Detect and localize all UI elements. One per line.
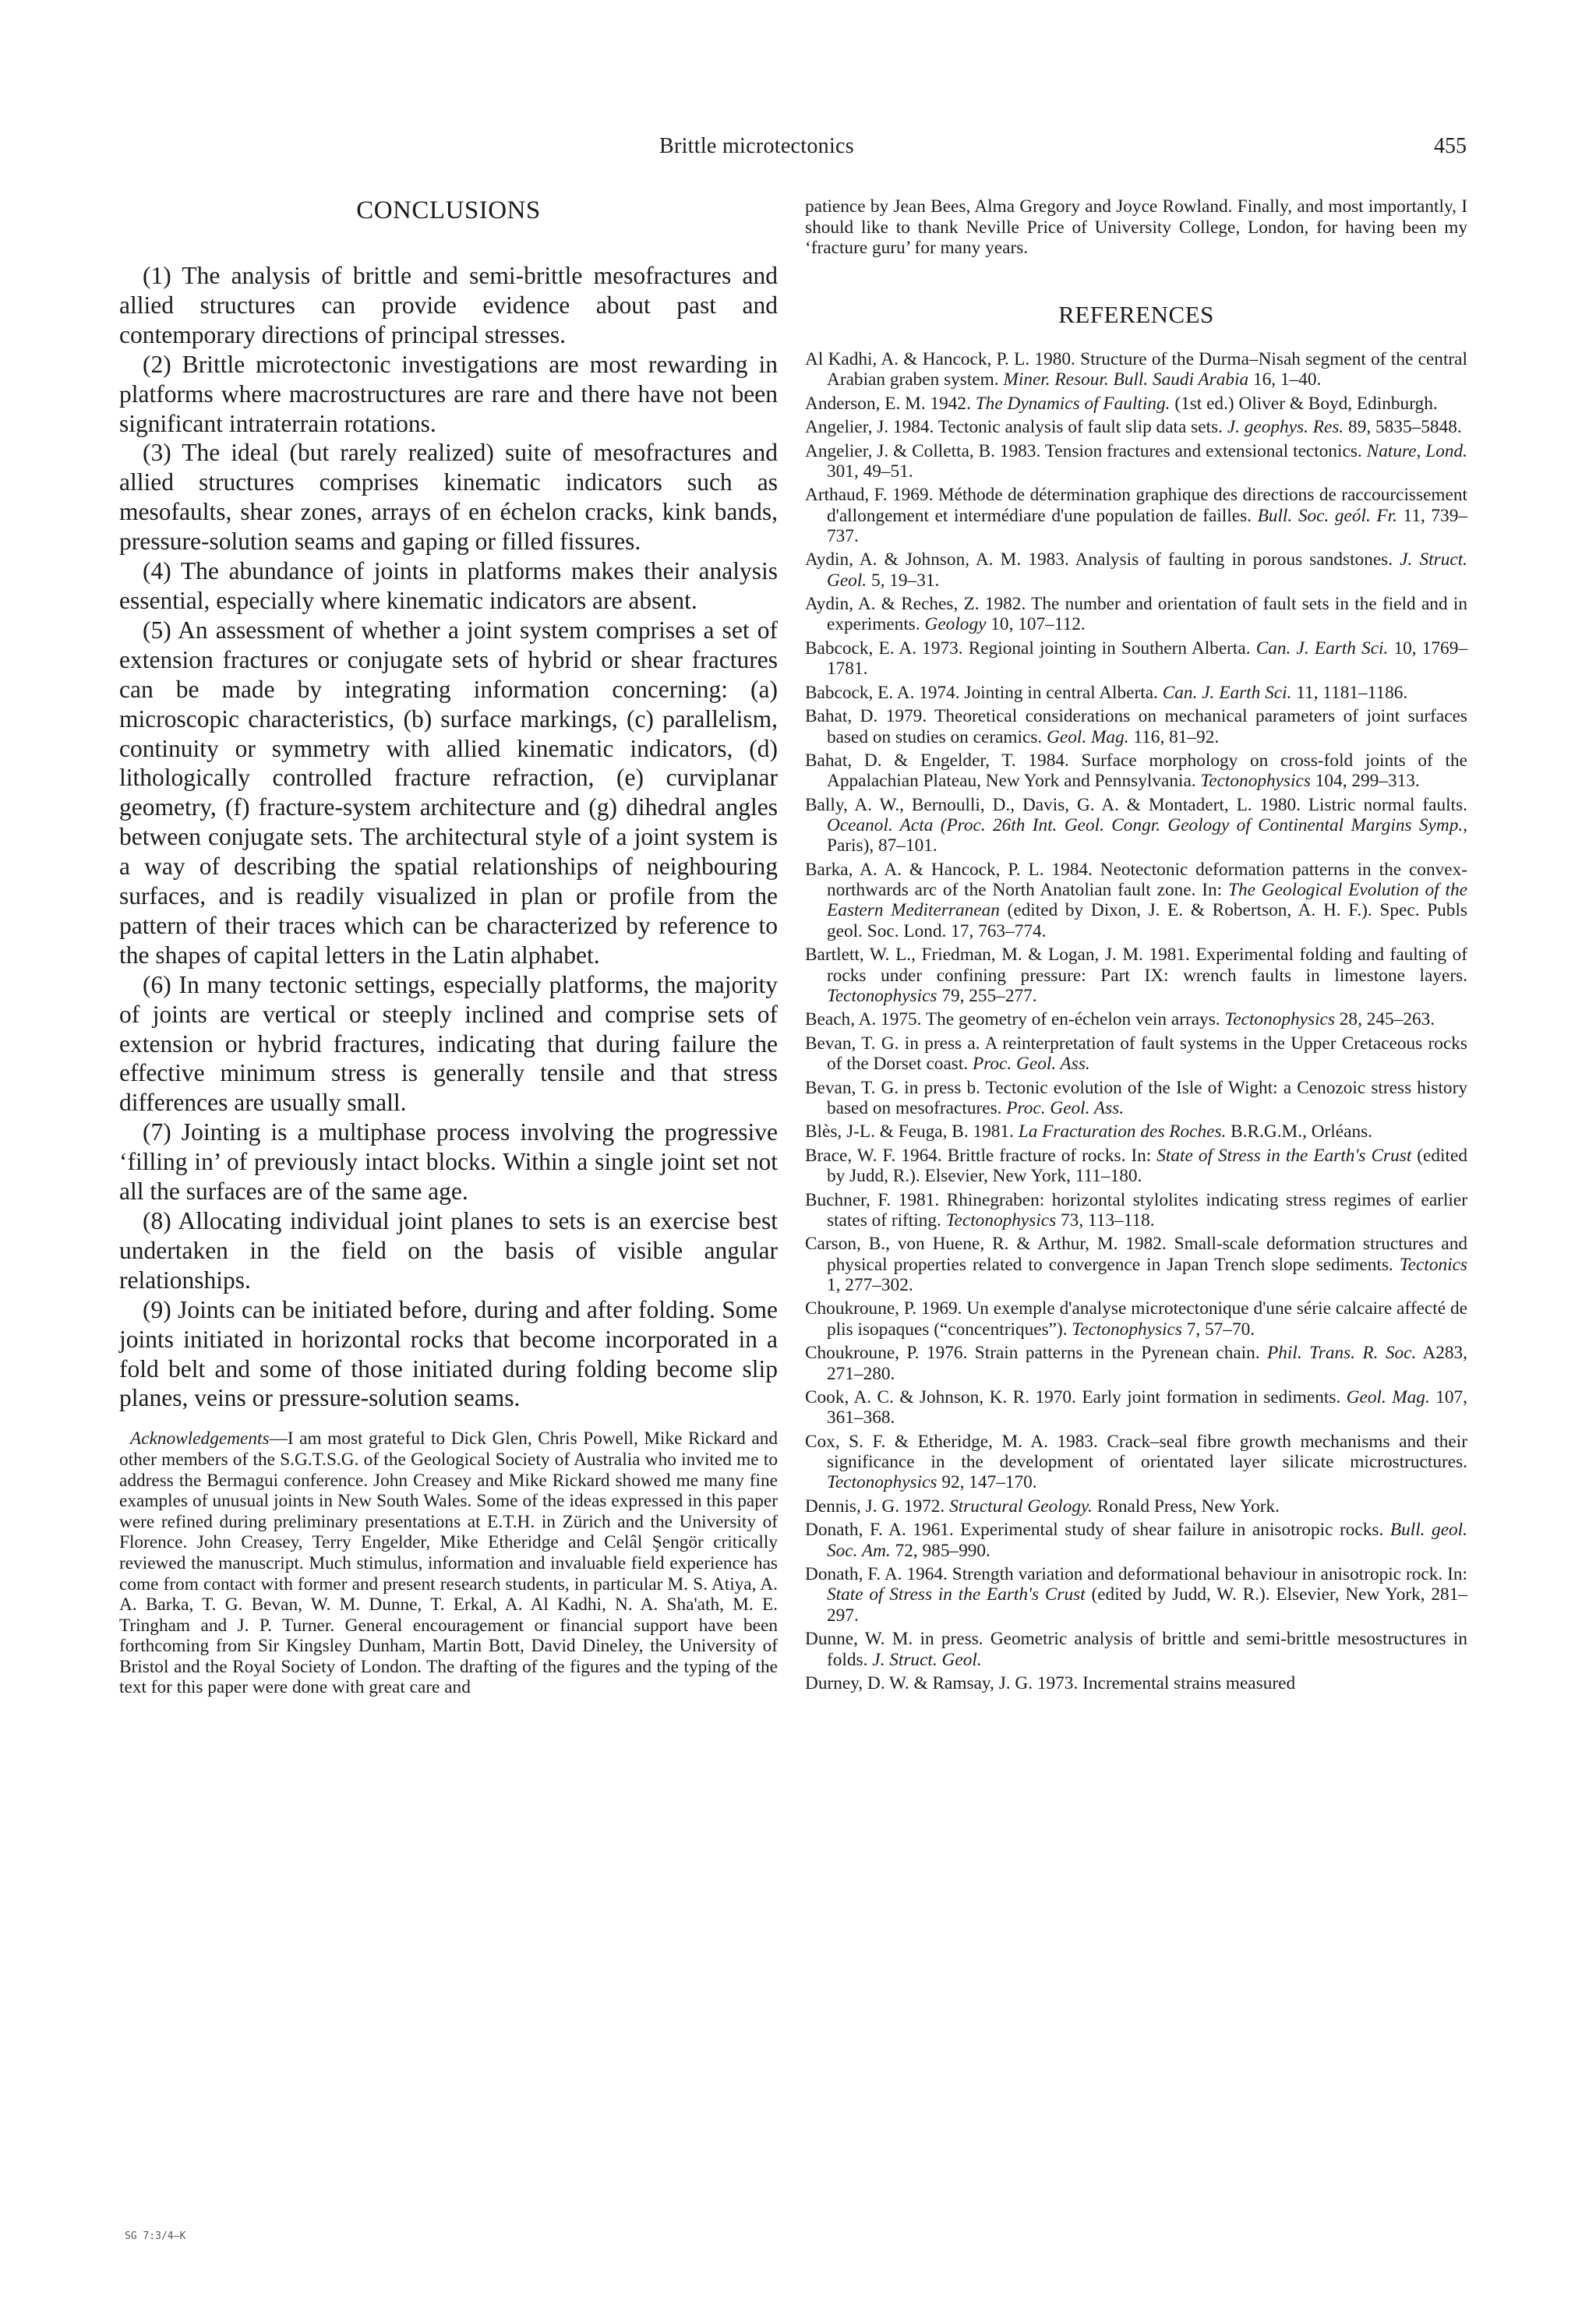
reference-text: Angelier, J. & Colletta, B. 1983. Tension fractures and extensional tectonics. bbox=[805, 440, 1367, 461]
reference-details: 79, 255–277. bbox=[937, 985, 1037, 1006]
reference-entry bbox=[805, 1673, 1467, 1693]
reference-entry bbox=[805, 1009, 1467, 1029]
reference-details: 301, 49–51. bbox=[827, 461, 913, 482]
reference-source: Tectonophysics bbox=[1200, 771, 1311, 792]
conclusion-paragraph: (1) The analysis of brittle and semi-brittle mesofractures and allied structures can provide evidence about past and contemporary directions of principal stresses. bbox=[119, 262, 778, 348]
references-heading: REFERENCES bbox=[1058, 300, 1214, 328]
conclusion-paragraph: (9) Joints can be initiated before, during and after folding. Some joints initiated in horizontal rocks that become incorporated in a fold belt and some of those initiated during folding become slip planes, veins or pressure-solution seams. bbox=[119, 1295, 778, 1412]
reference-details: (edited by Dixon, J. E. & Robertson, A. H. F.). Spec. Publs geol. Soc. Lond. 17, 763–774. bbox=[827, 900, 1467, 941]
reference-details: 104, 299–313. bbox=[1310, 771, 1420, 792]
reference-source: Structural Geology. bbox=[949, 1496, 1093, 1517]
reference-text: Buchner, F. 1981. Rhinegraben: horizontal stylolites indicating stress regimes of earlier states of rifting. bbox=[805, 1189, 1467, 1231]
acknowledgements-continued: patience by Jean Bees, Alma Gregory and Joyce Rowland. Finally, and most importantly, I should like to thank Neville Price of University College, London, for having been my ‘fracture guru’ for many years. bbox=[805, 196, 1467, 259]
reference-entry bbox=[805, 1121, 1467, 1142]
reference-entry bbox=[805, 1146, 1467, 1187]
reference-source: Geol. Mag. bbox=[1047, 726, 1129, 747]
reference-text: Cox, S. F. & Etheridge, M. A. 1983. Crack–seal fibre growth mechanisms and their significance in the development of orientated layer silicate microstructures. bbox=[805, 1431, 1467, 1473]
reference-details: 10, 107–112. bbox=[986, 614, 1086, 635]
reference-details: 72, 985–990. bbox=[890, 1540, 990, 1561]
reference-entry bbox=[805, 1387, 1467, 1428]
reference-source: Proc. Geol. Ass. bbox=[1006, 1097, 1125, 1118]
reference-text: Bartlett, W. L., Friedman, M. & Logan, J. M. 1981. Experimental folding and faulting of rocks under confining pressure: Part IX: wrench faults in limestone layers. bbox=[805, 945, 1467, 986]
reference-source: Geology bbox=[924, 614, 987, 635]
reference-text: Barka, A. A. & Hancock, P. L. 1984. Neotectonic deformation patterns in the convex-northwards arc of the North Anatolian fault zone. In: bbox=[805, 859, 1467, 901]
reference-text: Al Kadhi, A. & Hancock, P. L. 1980. Structure of the Durma–Nisah segment of the central Arabian graben system. bbox=[805, 348, 1467, 390]
reference-source: Tectonophysics bbox=[827, 985, 937, 1006]
reference-text: Donath, F. A. 1964. Strength variation and deformational behaviour in anisotropic rock. In: bbox=[805, 1564, 1467, 1585]
reference-text: Brace, W. F. 1964. Brittle fracture of rocks. In: bbox=[805, 1145, 1157, 1166]
conclusion-paragraph: (5) An assessment of whether a joint system comprises a set of extension fractures or conjugate sets of hybrid or shear fractures can be made by integrating information concerning: (a) microscopic characteristics, (b) surface markings, (c) parallelism, continuity or symmetry with allied kinematic indicators, (d) lithologically controlled fracture refraction, (e) curviplanar geometry, (f) fracture-system architecture and (g) dihedral angles between conjugate sets. The architectural style of a joint system is a way of describing the spatial relationships of neighbouring surfaces, and is readily visualized in plan or profile from the pattern of their traces which can be characterized by reference to the shapes of capital letters in the Latin alphabet. bbox=[119, 616, 778, 969]
conclusion-paragraph: (6) In many tectonic settings, especially platforms, the majority of joints are vertical or steeply inclined and comprise sets of extension or hybrid fractures, indicating that during failure the effective minimum stress is generally tensile and that stress differences are usually small. bbox=[119, 970, 778, 1117]
reference-text: Bevan, T. G. in press a. A reinterpretation of fault systems in the Upper Cretaceous rocks of the Dorset coast. bbox=[805, 1033, 1467, 1075]
reference-text: Aydin, A. & Reches, Z. 1982. The number and orientation of fault sets in the field and in experiments. bbox=[805, 594, 1467, 635]
reference-text: Arthaud, F. 1969. Méthode de détermination graphique des directions de raccourcissement d'allongement et intermédiare d'une population de failles. bbox=[805, 485, 1467, 526]
reference-details: 73, 113–118. bbox=[1056, 1210, 1155, 1231]
reference-source: J. Struct. Geol. bbox=[872, 1649, 982, 1670]
reference-details: , Paris), 87–101. bbox=[827, 815, 1467, 856]
reference-details: 28, 245–263. bbox=[1334, 1009, 1435, 1030]
reference-details: 89, 5835–5848. bbox=[1344, 417, 1462, 438]
reference-source: Tectonics bbox=[1399, 1254, 1467, 1275]
reference-details: 7, 57–70. bbox=[1181, 1319, 1255, 1340]
reference-text: Choukroune, P. 1976. Strain patterns in the Pyrenean chain. bbox=[805, 1343, 1268, 1364]
reference-entry bbox=[805, 485, 1467, 546]
right-column bbox=[805, 196, 1467, 1697]
reference-entry bbox=[805, 750, 1467, 792]
reference-text: Bahat, D. & Engelder, T. 1984. Surface morphology on cross-fold joints of the Appalachian Plateau, New York and Pennsylvania. bbox=[805, 750, 1467, 792]
reference-text: Bally, A. W., Bernoulli, D., Davis, G. A. & Montadert, L. 1980. Listric normal faults. bbox=[805, 794, 1467, 815]
reference-text: Dennis, J. G. 1972. bbox=[805, 1496, 950, 1517]
reference-text: Bevan, T. G. in press b. Tectonic evolution of the Isle of Wight: a Cenozoic stress history based on mesofractures. bbox=[805, 1077, 1467, 1118]
reference-source: Oceanol. Acta (Proc. 26th Int. Geol. Congr. Geology of Continental Margins Symp. bbox=[827, 815, 1464, 836]
reference-details: Ronald Press, New York. bbox=[1092, 1496, 1280, 1517]
reference-source: Tectonophysics bbox=[945, 1210, 1057, 1231]
reference-source: The Dynamics of Faulting. bbox=[975, 393, 1171, 414]
reference-source: La Fracturation des Roches. bbox=[1018, 1121, 1227, 1142]
reference-entry bbox=[805, 549, 1467, 591]
reference-source: State of Stress in the Earth's Crust bbox=[1156, 1145, 1412, 1166]
reference-text: Babcock, E. A. 1973. Regional jointing in Southern Alberta. bbox=[805, 637, 1256, 659]
reference-entry bbox=[805, 795, 1467, 856]
reference-entry bbox=[805, 860, 1467, 941]
reference-entry bbox=[805, 1033, 1467, 1075]
reference-entry bbox=[805, 1343, 1467, 1384]
reference-details: 11, 1181–1186. bbox=[1291, 682, 1408, 703]
conclusion-paragraph: (4) The abundance of joints in platforms makes their analysis essential, especially where kinematic indicators are absent. bbox=[119, 557, 778, 614]
reference-text: Durney, D. W. & Ramsay, J. G. 1973. Incremental strains measured bbox=[805, 1673, 1296, 1694]
reference-entry bbox=[805, 1078, 1467, 1119]
reference-text: Angelier, J. 1984. Tectonic analysis of fault slip data sets. bbox=[805, 417, 1227, 438]
reference-source: Bull. Soc. geól. Fr. bbox=[1257, 505, 1397, 526]
reference-source: J. Struct. Geol. bbox=[827, 549, 1467, 591]
reference-entry bbox=[805, 1298, 1467, 1340]
reference-details: 10, 1769–1781. bbox=[827, 637, 1467, 680]
reference-source: Tectonophysics bbox=[827, 1472, 937, 1493]
reference-details: A283, 271–280. bbox=[827, 1343, 1468, 1384]
reference-source: State of Stress in the Earth's Crust bbox=[827, 1584, 1086, 1605]
reference-entry bbox=[805, 1190, 1467, 1231]
acknowledgements-label: Acknowledgements bbox=[130, 1428, 270, 1450]
reference-details: 11, 739–737. bbox=[827, 505, 1467, 546]
reference-text: Cook, A. C. & Johnson, K. R. 1970. Early joint formation in sediments. bbox=[805, 1387, 1347, 1408]
reference-text: Anderson, E. M. 1942. bbox=[805, 393, 976, 414]
conclusions-list bbox=[119, 261, 778, 1413]
reference-text: Aydin, A. & Johnson, A. M. 1983. Analysis of faulting in porous sandstones. bbox=[805, 549, 1400, 570]
footer-code: SG 7:3/4–K bbox=[125, 2230, 186, 2242]
reference-text: Choukroune, P. 1969. Un exemple d'analyse microtectonique d'une série calcaire affecté de plis isopaques (“concentriques”). bbox=[805, 1298, 1467, 1340]
reference-entry bbox=[805, 441, 1467, 482]
reference-source: The Geological Evolution of the Eastern Mediterranean bbox=[827, 880, 1467, 921]
reference-text: Dunne, W. M. in press. Geometric analysis of brittle and semi-brittle mesostructures in folds. bbox=[805, 1629, 1467, 1670]
reference-text: Donath, F. A. 1961. Experimental study of shear failure in anisotropic rocks. bbox=[805, 1520, 1390, 1541]
reference-text: Carson, B., von Huene, R. & Arthur, M. 1982. Small-scale deformation structures and physical properties related to convergence in Japan Trench slope sediments. bbox=[805, 1234, 1467, 1275]
reference-details: 5, 19–31. bbox=[867, 570, 940, 591]
conclusion-paragraph: (3) The ideal (but rarely realized) suite of mesofractures and allied structures comprises kinematic indicators such as mesofaults, shear zones, arrays of en échelon cracks, kink bands, pressure-solution seams and gaping or filled fissures. bbox=[119, 439, 778, 556]
reference-entry bbox=[805, 638, 1467, 680]
reference-source: Phil. Trans. R. Soc. bbox=[1267, 1343, 1417, 1364]
reference-details: 16, 1–40. bbox=[1248, 369, 1322, 390]
running-head: Brittle microtectonics bbox=[659, 134, 854, 158]
acknowledgements-text: —I am most grateful to Dick Glen, Chris Powell, Mike Rickard and other members of the S.G.T.S.G. of the Geological Society of Australia who invited me to address the Bermagui conference. John Creasey and Mike Rickard showed me many fine examples of unusual joints in New South Wales. Some of the ideas expressed in this paper were refined during preliminary presentations at E.T.H. in Zürich and the University of Florence. John Creasey, Terry Engelder, Mike Etheridge and Celâl Şengör critically reviewed the manuscript. Much stimulus, information and invaluable field experience has come from contact with former and present research students, in particular M. S. Atiya, A. A. Barka, T. G. Bevan, W. M. Dunne, T. Erkal, A. Al Kadhi, N. A. Sha'ath, M. E. Tringham and J. P. Turner. General encouragement or financial support have been forthcoming from Sir Kingsley Dunham, Martin Bott, David Dineley, the University of Bristol and the Royal Society of London. The drafting of the figures and the typing of the text for this paper were done with great care and bbox=[119, 1428, 778, 1698]
reference-source: Miner. Resour. Bull. Saudi Arabia bbox=[1003, 369, 1249, 390]
conclusion-paragraph: (2) Brittle microtectonic investigations are most rewarding in platforms where macrostructures are rare and there have not been significant intraterrain rotations. bbox=[119, 350, 778, 437]
reference-details: 1, 277–302. bbox=[827, 1275, 913, 1295]
conclusion-paragraph: (8) Allocating individual joint planes to sets is an exercise best undertaken in the field on the basis of visible angular relationships. bbox=[119, 1207, 778, 1294]
reference-entry bbox=[805, 394, 1467, 414]
reference-details: 116, 81–92. bbox=[1128, 726, 1220, 747]
reference-details: (edited by Judd, W. R.). Elsevier, New York, 281–297. bbox=[827, 1584, 1467, 1626]
reference-entry bbox=[805, 1496, 1467, 1517]
references-list bbox=[805, 349, 1467, 1694]
reference-details: 92, 147–170. bbox=[937, 1472, 1037, 1493]
reference-text: Bahat, D. 1979. Theoretical considerations on mechanical parameters of joint surfaces based on studies on ceramics. bbox=[805, 706, 1467, 747]
reference-details: (1st ed.) Oliver & Boyd, Edinburgh. bbox=[1170, 393, 1438, 414]
reference-entry bbox=[805, 706, 1467, 747]
page-number: 455 bbox=[1434, 134, 1467, 158]
reference-entry bbox=[805, 1629, 1467, 1670]
reference-entry bbox=[805, 683, 1467, 703]
reference-source: Tectonophysics bbox=[1224, 1009, 1335, 1030]
reference-source: Can. J. Earth Sci. bbox=[1162, 682, 1292, 703]
reference-source: J. geophys. Res. bbox=[1227, 417, 1344, 438]
reference-entry bbox=[805, 417, 1467, 437]
reference-text: Beach, A. 1975. The geometry of en-échelon vein arrays. bbox=[805, 1009, 1225, 1030]
conclusions-heading: CONCLUSIONS bbox=[356, 196, 541, 224]
reference-source: Geol. Mag. bbox=[1346, 1387, 1430, 1408]
reference-text: Babcock, E. A. 1974. Jointing in central Alberta. bbox=[805, 682, 1163, 703]
reference-entry bbox=[805, 594, 1467, 635]
reference-entry bbox=[805, 349, 1467, 390]
acknowledgements bbox=[119, 1428, 778, 1698]
reference-entry bbox=[805, 1520, 1467, 1561]
reference-source: Tectonophysics bbox=[1072, 1319, 1182, 1340]
left-column bbox=[119, 196, 778, 1698]
reference-entry bbox=[805, 945, 1467, 1006]
reference-entry bbox=[805, 1564, 1467, 1626]
reference-details: B.R.G.M., Orléans. bbox=[1226, 1121, 1373, 1142]
reference-details: 107, 361–368. bbox=[827, 1387, 1468, 1428]
reference-details: (edited by Judd, R.). Elsevier, New York, 111–180. bbox=[827, 1145, 1467, 1187]
reference-entry bbox=[805, 1234, 1467, 1295]
reference-source: Proc. Geol. Ass. bbox=[972, 1054, 1090, 1075]
reference-source: Nature, Lond. bbox=[1366, 440, 1467, 461]
reference-source: Can. J. Earth Sci. bbox=[1255, 637, 1389, 659]
reference-entry bbox=[805, 1432, 1467, 1493]
conclusion-paragraph: (7) Jointing is a multiphase process involving the progressive ‘filling in’ of previously intact blocks. Within a single joint set not all the surfaces are of the same age. bbox=[119, 1118, 778, 1206]
reference-source: Bull. geol. Soc. Am. bbox=[827, 1520, 1467, 1561]
reference-text: Blès, J-L. & Feuga, B. 1981. bbox=[805, 1121, 1019, 1142]
